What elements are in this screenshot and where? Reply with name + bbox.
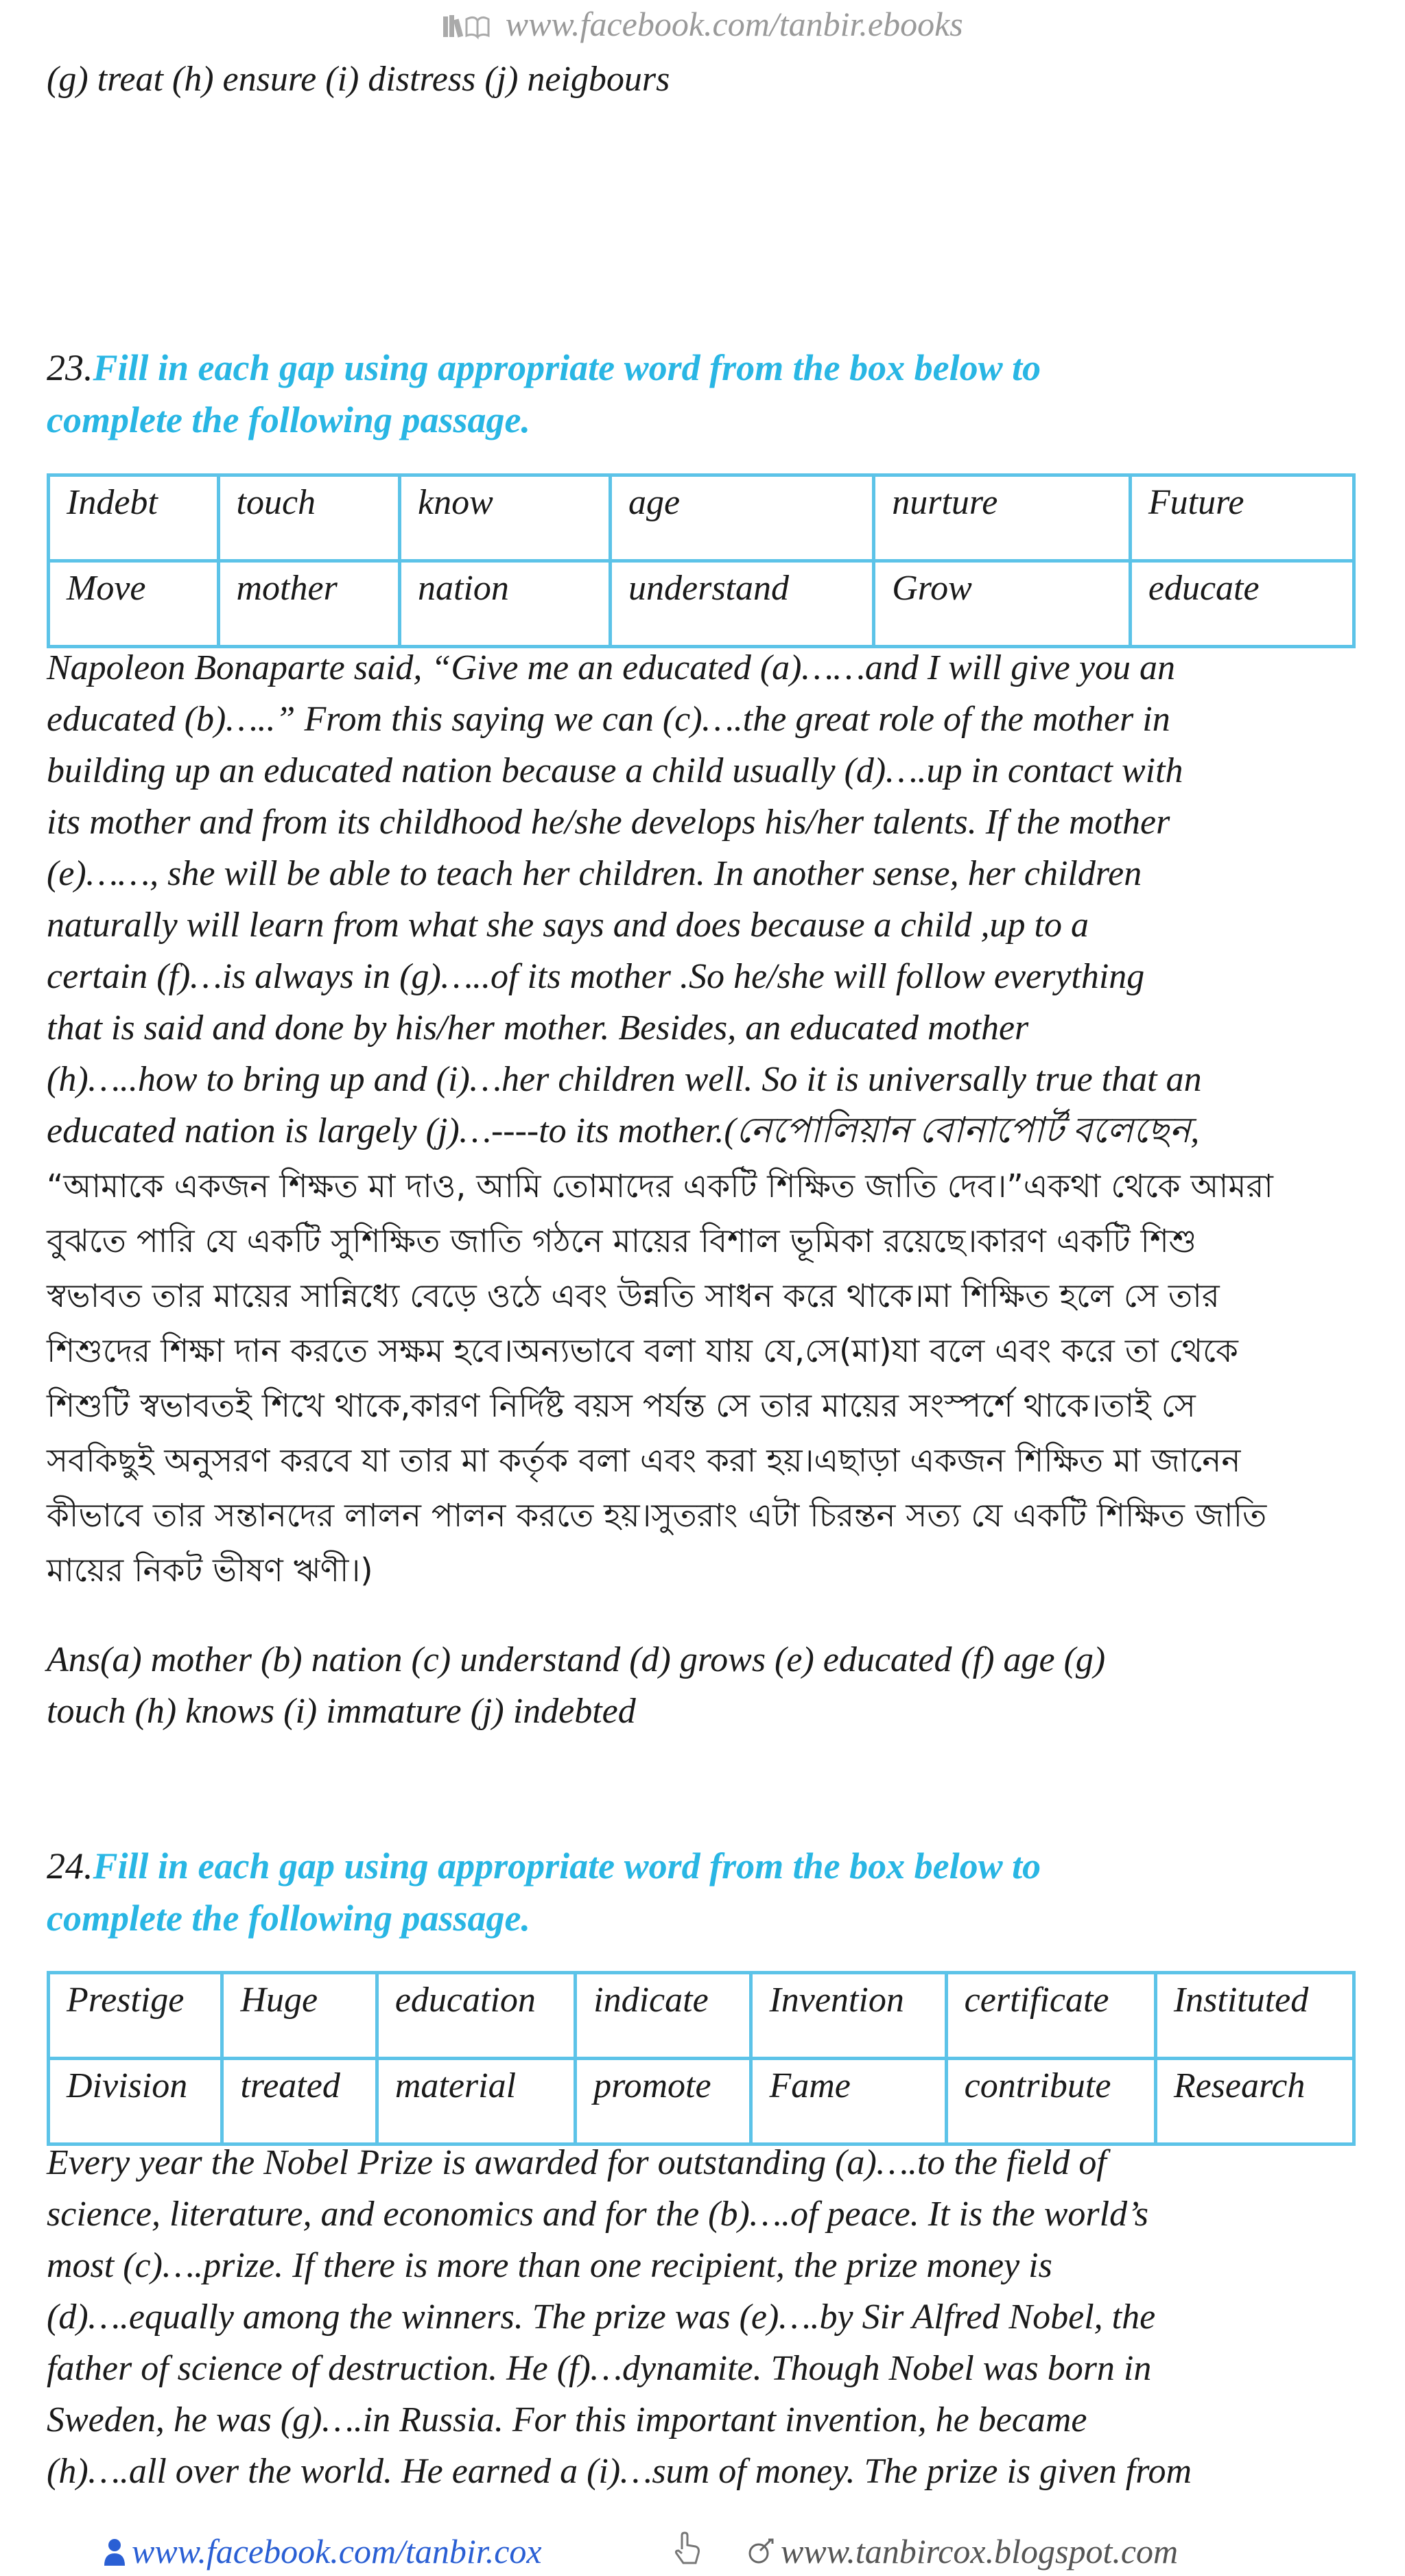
passage-line: Napoleon Bonaparte said, “Give me an educated (a)……and I will give you an [47, 648, 1175, 687]
passage-line: building up an educated nation because a child usually (d)….up in contact with [47, 751, 1183, 790]
footer-right[interactable] [748, 2531, 1178, 2575]
passage-line: science, literature, and economics and for the (b)….of peace. It is the world’s [47, 2195, 1148, 2234]
word-cell: Invention [751, 1973, 946, 2059]
passage-line: its mother and from its childhood he/she develops his/her talents. If the mother [47, 803, 1170, 842]
q23-box-row [49, 561, 1354, 647]
word-cell: age [611, 475, 874, 561]
q23-box-row [49, 475, 1354, 561]
word-cell: nurture [874, 475, 1131, 561]
passage-line: educated nation is largely (j)…----to its mother.(নেপোলিয়ান বোনাপোর্ট বলেছেন, [47, 1111, 1200, 1150]
q24-title-line1: Fill in each gap using appropriate word from the box below to [93, 1845, 1041, 1887]
header-url[interactable]: www.facebook.com/tanbir.ebooks [505, 5, 963, 43]
word-cell: nation [399, 561, 610, 647]
passage-line: (d)….equally among the winners. The prize was (e)….by Sir Alfred Nobel, the [47, 2297, 1156, 2337]
passage-line: naturally will learn from what she says and does because a child ,up to a [47, 906, 1089, 945]
word-cell: contribute [946, 2059, 1155, 2144]
bangla-line: স্বভাবত তার মায়ের সান্নিধ্যে বেড়ে ওঠে এবং উন্নতি সাধন করে থাকে।মা শিক্ষিত হলে সে তার [47, 1277, 1220, 1315]
word-cell: educate [1130, 561, 1354, 647]
q23-passage [47, 642, 1364, 1157]
books-icon [442, 8, 490, 48]
user-icon [103, 2536, 126, 2575]
footer-blog-link[interactable]: www.tanbircox.blogspot.com [781, 2532, 1179, 2571]
word-cell: material [377, 2059, 575, 2144]
word-cell: Huge [222, 1973, 377, 2059]
word-cell: touch [218, 475, 399, 561]
bangla-line: কীভাবে তার সন্তানদের লালন পালন করতে হয়।সুতরাং এটা চিরন্তন সত্য যে একটি শিক্ষিত জাতি [47, 1497, 1267, 1535]
word-cell: Grow [874, 561, 1131, 647]
word-cell: Indebt [49, 475, 219, 561]
passage-line: that is said and done by his/her mother. Besides, an educated mother [47, 1008, 1029, 1048]
passage-line: certain (f)…is always in (g)…..of its mother .So he/she will follow everything [47, 957, 1145, 996]
page-header [0, 4, 1405, 48]
q24-word-box [47, 1971, 1356, 2146]
word-cell: know [399, 475, 610, 561]
word-cell: Prestige [49, 1973, 222, 2059]
passage-line: most (c)….prize. If there is more than one recipient, the prize money is [47, 2246, 1052, 2285]
q23-number: 23. [47, 347, 93, 388]
q23-answer [47, 1634, 1364, 1737]
passage-line: (h)…..how to bring up and (i)…her children well. So it is universally true that an [47, 1060, 1202, 1099]
q24-box-row [49, 1973, 1354, 2059]
footer-facebook-link[interactable]: www.facebook.com/tanbir.cox [132, 2532, 542, 2571]
answer-line: touch (h) knows (i) immature (j) indebted [47, 1692, 636, 1731]
q24-title-line2: complete the following passage. [47, 1898, 530, 1939]
word-cell: education [377, 1973, 575, 2059]
bangla-line: শিশুদের শিক্ষা দান করতে সক্ষম হবে।অন্যভাবে বলা যায় যে,সে(মা)যা বলে এবং করে তা থেকে [47, 1332, 1238, 1370]
blog-icon [748, 2536, 775, 2575]
q23-title-line2: complete the following passage. [47, 399, 530, 440]
word-cell: Move [49, 561, 219, 647]
word-cell: certificate [946, 1973, 1155, 2059]
q24-heading [47, 1840, 1364, 1944]
word-cell: Research [1155, 2059, 1354, 2144]
q24-number: 24. [47, 1845, 93, 1887]
word-cell: mother [218, 561, 399, 647]
bangla-line: সবকিছুই অনুসরণ করবে যা তার মা কর্তৃক বলা এবং করা হয়।এছাড়া একজন শিক্ষিত মা জানেন [47, 1442, 1241, 1480]
q23-bangla-translation [47, 1159, 1364, 1598]
bangla-line: “আমাকে একজন শিক্ষত মা দাও, আমি তোমাদের একটি শিক্ষিত জাতি দেব।”একথা থেকে আমরা [47, 1168, 1273, 1205]
word-cell: promote [576, 2059, 751, 2144]
q23-title-line1: Fill in each gap using appropriate word from the box below to [93, 347, 1041, 388]
footer-left[interactable] [103, 2531, 542, 2575]
passage-line: educated (b)…..” From this saying we can (c)….the great role of the mother in [47, 700, 1170, 739]
passage-line: (h)….all over the world. He earned a (i)…sum of money. The prize is given from [47, 2452, 1192, 2491]
bangla-line: শিশুটি স্বভাবতই শিখে থাকে,কারণ নির্দিষ্ট বয়স পর্যন্ত সে তার মায়ের সংস্পর্শে থাকে।তাই সে [47, 1387, 1196, 1425]
word-cell: Division [49, 2059, 222, 2144]
passage-line: father of science of destruction. He (f)…dynamite. Though Nobel was born in [47, 2349, 1152, 2388]
word-cell: Instituted [1155, 1973, 1354, 2059]
q23-heading [47, 342, 1364, 446]
word-cell: Future [1130, 475, 1354, 561]
word-cell: understand [611, 561, 874, 647]
word-cell: Fame [751, 2059, 946, 2144]
passage-line: Sweden, he was (g)….in Russia. For this important invention, he became [47, 2400, 1087, 2439]
q24-passage [47, 2137, 1364, 2497]
previous-answer: (g) treat (h) ensure (i) distress (j) neigbours [47, 60, 670, 99]
q23-word-box [47, 473, 1356, 648]
word-cell: treated [222, 2059, 377, 2144]
page-footer [0, 2531, 1405, 2573]
passage-line: (e)……, she will be able to teach her children. In another sense, her children [47, 854, 1142, 893]
passage-line: Every year the Nobel Prize is awarded for outstanding (a)….to the field of [47, 2143, 1107, 2182]
word-cell: indicate [576, 1973, 751, 2059]
hand-pointer-icon [672, 2531, 702, 2574]
bangla-line: মায়ের নিকট ভীষণ ঋণী।) [47, 1552, 373, 1590]
q24-box-row [49, 2059, 1354, 2144]
bangla-line: বুঝতে পারি যে একটি সুশিক্ষিত জাতি গঠনে মায়ের বিশাল ভূমিকা রয়েছে।কারণ একটি শিশু [47, 1222, 1197, 1260]
answer-line: Ans(a) mother (b) nation (c) understand (d) grows (e) educated (f) age (g) [47, 1640, 1106, 1679]
